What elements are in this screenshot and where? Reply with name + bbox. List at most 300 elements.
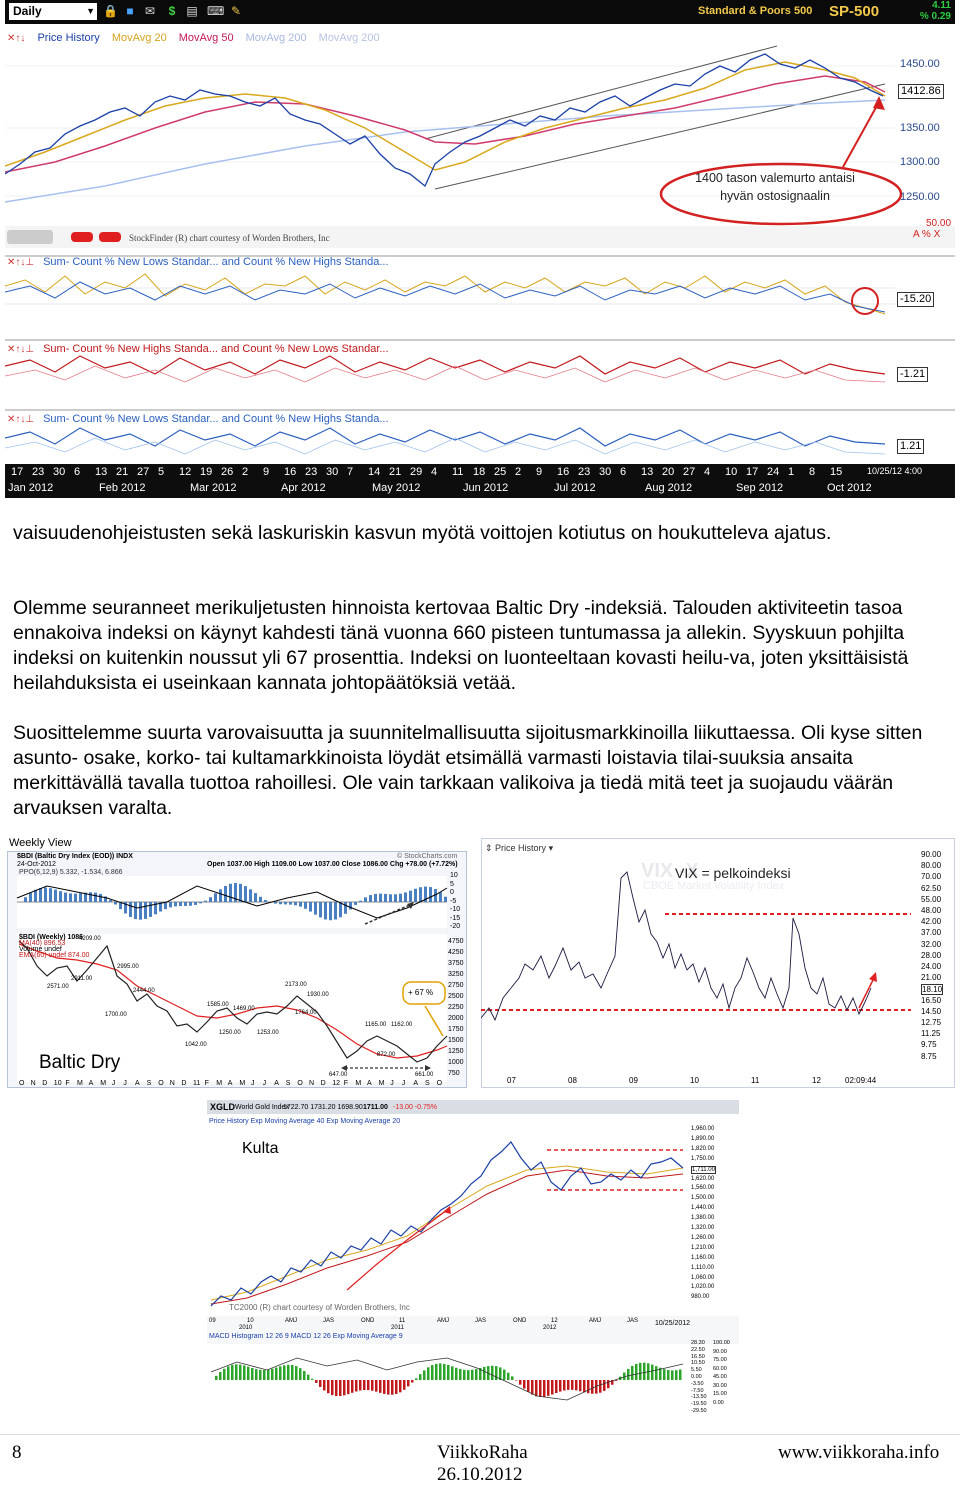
- gold-last: 1711.00: [363, 1104, 388, 1111]
- gold-macd-bar: [355, 1380, 358, 1391]
- macd-bar: [354, 902, 357, 905]
- macd-axis-tick: 0: [450, 889, 454, 896]
- vix-axis-tick: 8.75: [921, 1052, 937, 1061]
- gold-macd-bar: [371, 1380, 374, 1391]
- price-axis-tick: 4250: [448, 949, 464, 956]
- price-label: 1250.00: [219, 1030, 241, 1036]
- month-tick: Jan 2012: [8, 482, 53, 494]
- day-tick: 1: [788, 466, 794, 478]
- gold-x-tick: OND: [513, 1318, 526, 1324]
- pencil-icon[interactable]: ✎: [229, 5, 243, 18]
- x-tick: S: [147, 1080, 152, 1087]
- macd-bar: [29, 893, 32, 902]
- gold-macd-bar: [239, 1365, 242, 1380]
- vix-axis-tick: 12.75: [921, 1018, 941, 1027]
- x-tick: M: [379, 1080, 385, 1087]
- gold-axis-tick: 1,620.00: [691, 1176, 714, 1182]
- gold-macd-bar: [283, 1365, 286, 1380]
- month-tick: Aug 2012: [645, 482, 692, 494]
- day-tick: 14: [368, 466, 380, 478]
- gold-macd-bar: [471, 1370, 474, 1380]
- gold-macd-bar: [367, 1380, 370, 1390]
- vix-legend: ⇕ Price History ▾: [485, 843, 553, 854]
- baltic-svg: [7, 836, 467, 1088]
- gold-macd-tick: -3.50: [691, 1381, 704, 1387]
- price-label: 2444.00: [133, 988, 155, 994]
- gold-macd-bar: [643, 1363, 646, 1380]
- gold-macd-bar: [391, 1380, 394, 1395]
- price-label: 1165.00: [365, 1022, 386, 1028]
- x-tick: O: [19, 1080, 24, 1087]
- gold-macd-bar: [539, 1380, 542, 1397]
- gold-macd-bar: [447, 1365, 450, 1380]
- macd-bar: [54, 890, 57, 902]
- macd-bar: [184, 902, 187, 906]
- dollar-icon[interactable]: $: [165, 5, 179, 18]
- gold-macd-bar: [279, 1366, 282, 1380]
- pane1-value: -15.20: [897, 292, 934, 307]
- vix-title: VIX = pelkoindeksi: [675, 865, 791, 881]
- gold-macd-tick: 100.00: [713, 1340, 730, 1346]
- gold-macd-bar: [491, 1366, 494, 1380]
- price-label: 1930.00: [307, 992, 329, 998]
- x-tick: J: [251, 1080, 255, 1087]
- macd-bar: [329, 902, 332, 920]
- macd-bar: [179, 902, 182, 906]
- gold-macd-bar: [535, 1380, 538, 1396]
- macd-bar: [384, 894, 387, 902]
- gold-macd-bar: [427, 1367, 430, 1380]
- gold-macd-bar: [243, 1365, 246, 1380]
- day-tick: 26: [221, 466, 233, 478]
- gold-macd-bar: [251, 1368, 254, 1380]
- x-tick: J: [263, 1080, 267, 1087]
- day-tick: 20: [662, 466, 674, 478]
- pane3-value: 1.21: [897, 439, 924, 454]
- x-tick: N: [170, 1080, 175, 1087]
- month-tick: Feb 2012: [99, 482, 145, 494]
- gold-macd-tick: 90.00: [713, 1349, 727, 1355]
- price-label: 2173.00: [285, 982, 307, 988]
- gold-macd-bar: [395, 1380, 398, 1394]
- vix-watermark-sub: CBOE Market Volatility Index: [643, 880, 784, 892]
- gold-year-tick: 2012: [543, 1325, 556, 1331]
- gold-macd-bar: [475, 1369, 478, 1380]
- price-axis-tick: 1500: [448, 1037, 464, 1044]
- gold-macd-tick: 0.00: [713, 1400, 724, 1406]
- day-ticks: [5, 466, 955, 481]
- macd-axis-tick: 10: [450, 872, 458, 879]
- macd-bar: [379, 894, 382, 902]
- x-tick: A: [228, 1080, 233, 1087]
- x-tick: F: [65, 1080, 69, 1087]
- x-tick: J: [112, 1080, 116, 1087]
- gold-axis-tick: 1,320.00: [691, 1225, 714, 1231]
- gold-macd-bar: [287, 1365, 290, 1380]
- macd-bar: [219, 889, 222, 902]
- gold-macd-tick: -19.50: [691, 1401, 707, 1407]
- vix-axis-tick: 37.00: [921, 928, 941, 937]
- gold-axis-tick: 1,820.00: [691, 1146, 714, 1152]
- gold-axis-tick: 1,260.00: [691, 1235, 714, 1241]
- chart-annotation: 1400 tason valemurto antaisi hyvän ostosignaalin: [695, 169, 855, 205]
- gold-symbol: XGLD: [210, 1102, 235, 1112]
- pane1-legend: ✕↑↓⊥ Sum- Count % New Lows Standar... and Count % New Highs Standa...: [7, 256, 398, 268]
- month-tick: Jun 2012: [463, 482, 508, 494]
- day-tick: 4: [431, 466, 437, 478]
- keyboard-icon[interactable]: ⌨: [207, 5, 221, 18]
- macd-axis-tick: 5: [450, 881, 454, 888]
- gold-macd-bar: [231, 1365, 234, 1380]
- gold-macd-bar: [351, 1380, 354, 1393]
- gold-macd-bar: [531, 1380, 534, 1395]
- gold-axis-tick: 1,110.00: [691, 1265, 714, 1271]
- price-label: 1700.00: [105, 1012, 127, 1018]
- x-tick: M: [216, 1080, 222, 1087]
- day-tick: 21: [389, 466, 401, 478]
- gold-macd-bar: [387, 1380, 390, 1395]
- vix-axis-tick: 42.00: [921, 917, 941, 926]
- gold-macd-bar: [315, 1380, 318, 1383]
- index-change: 4.11 % 0.29: [911, 0, 951, 22]
- gold-macd-bar: [483, 1367, 486, 1380]
- gold-date: 10/25/2012: [655, 1320, 690, 1327]
- baltic-ema: EMA(60) undef 874.00: [19, 952, 89, 959]
- macd-bar: [109, 900, 112, 902]
- gold-macd-legend: MACD Histogram 12 26 9 MACD 12 26 Exp Moving Average 9: [209, 1333, 403, 1340]
- vix-x-tick: 07: [507, 1076, 516, 1085]
- x-tick: S: [425, 1080, 430, 1087]
- macd-bar: [404, 892, 407, 902]
- macd-bar: [289, 902, 292, 905]
- macd-bar: [334, 902, 337, 919]
- vix-axis-tick: 16.50: [921, 996, 941, 1005]
- month-tick: Jul 2012: [554, 482, 596, 494]
- vix-x-tick: 09: [629, 1076, 638, 1085]
- gold-macd-bar: [431, 1365, 434, 1380]
- month-ticks: [5, 482, 955, 497]
- gold-macd-bar: [335, 1380, 338, 1396]
- day-tick: 11: [452, 466, 463, 478]
- gold-axis-tick: 1,060.00: [691, 1275, 714, 1281]
- gold-macd-bar: [679, 1369, 682, 1380]
- macd-bar: [89, 892, 92, 902]
- x-tick: F: [344, 1080, 348, 1087]
- macd-bar: [59, 891, 62, 902]
- baltic-source: © StockCharts.com: [397, 853, 457, 860]
- mail-icon[interactable]: ✉: [143, 5, 157, 18]
- price-axis-tick: 2750: [448, 982, 464, 989]
- month-tick: Mar 2012: [190, 482, 236, 494]
- macd-bar: [49, 888, 52, 902]
- gold-macd-bar: [443, 1364, 446, 1380]
- gold-macd-bar: [451, 1366, 454, 1380]
- macd-bar: [399, 894, 402, 902]
- macd-bar: [229, 884, 232, 902]
- day-tick: 6: [620, 466, 626, 478]
- gold-macd-bar: [215, 1376, 218, 1380]
- macd-bar: [369, 895, 372, 902]
- macd-bar: [394, 894, 397, 902]
- vix-x-tick: 11: [751, 1076, 759, 1085]
- gold-name: World Gold Index: [235, 1104, 289, 1111]
- last-price-box: 1412.86: [898, 84, 944, 99]
- day-tick: 30: [599, 466, 611, 478]
- footer-site[interactable]: www.viikkoraha.info: [778, 1442, 939, 1464]
- day-tick: 18: [473, 466, 485, 478]
- macd-bar: [314, 902, 317, 915]
- gold-macd-bar: [343, 1380, 346, 1395]
- baltic-title: Baltic Dry: [39, 1052, 120, 1074]
- day-tick: 30: [53, 466, 65, 478]
- price-axis-tick: 3750: [448, 960, 464, 967]
- macd-bar: [409, 891, 412, 902]
- day-tick: 17: [11, 466, 23, 478]
- red-button-2[interactable]: [99, 232, 121, 242]
- day-tick: 10: [725, 466, 737, 478]
- gold-macd-bar: [667, 1370, 670, 1380]
- day-tick: 24: [767, 466, 779, 478]
- day-tick: 2: [242, 466, 248, 478]
- gold-axis-tick: 1,960.00: [691, 1126, 714, 1132]
- gold-macd-bar: [319, 1380, 322, 1387]
- day-tick: 9: [536, 466, 542, 478]
- pane2-value: -1.21: [897, 367, 928, 382]
- gold-macd-bar: [587, 1380, 590, 1393]
- gold-x-tick: 12: [551, 1318, 558, 1324]
- baltic-dry-chart: [7, 836, 467, 1088]
- gold-macd-bar: [227, 1366, 230, 1380]
- day-tick: 23: [578, 466, 590, 478]
- day-tick: 23: [305, 466, 317, 478]
- vix-axis-tick: 28.00: [921, 951, 941, 960]
- macd-bar: [69, 893, 72, 902]
- vix-x-tick: 12: [812, 1076, 821, 1085]
- macd-bar: [174, 902, 177, 906]
- day-tick: 27: [137, 466, 149, 478]
- gold-macd-bar: [375, 1380, 378, 1392]
- gold-macd-bar: [331, 1380, 334, 1395]
- gold-macd-tick: 0.00: [691, 1374, 702, 1380]
- day-tick: 5: [158, 466, 164, 478]
- macd-bar: [429, 887, 432, 902]
- gold-macd-bar: [415, 1378, 418, 1380]
- gold-macd-bar: [635, 1364, 638, 1380]
- macd-bar: [34, 890, 37, 902]
- price-axis-tick: 750: [448, 1070, 460, 1077]
- paragraph-1: vaisuudenohjeistusten sekä laskuriskin kasvun myötä voittojen kotiutus on houkutteleva ajatus.: [13, 521, 948, 546]
- gold-axis-tick: 1,210.00: [691, 1245, 714, 1251]
- gold-chart: [207, 1100, 739, 1416]
- macd-bar: [244, 886, 247, 902]
- vix-axis-tick: 21.00: [921, 973, 941, 982]
- macd-bar: [359, 901, 362, 902]
- gold-x-tick: AMJ: [589, 1318, 601, 1324]
- baltic-ma: MA(40) 896.53: [19, 940, 65, 947]
- price-axis-1350: 1350.00: [900, 122, 940, 134]
- day-tick: 16: [557, 466, 569, 478]
- day-tick: 16: [284, 466, 296, 478]
- x-tick: F: [205, 1080, 209, 1087]
- gold-macd-bar: [563, 1380, 566, 1390]
- macd-bar: [99, 894, 102, 902]
- gold-macd-bar: [555, 1380, 558, 1393]
- vix-axis-tick: 18.10: [921, 984, 943, 995]
- gold-macd-bar: [339, 1380, 342, 1396]
- gold-macd-tick: -29.50: [691, 1408, 707, 1414]
- price-label: 1585.00: [207, 1002, 229, 1008]
- macd-bar: [44, 888, 47, 902]
- save-icon[interactable]: ■: [123, 5, 137, 18]
- gold-macd-bar: [607, 1380, 610, 1388]
- vix-axis-tick: 90.00: [921, 850, 941, 859]
- x-tick: A: [135, 1080, 140, 1087]
- gold-title: Kulta: [242, 1140, 278, 1158]
- day-tick: 12: [179, 466, 191, 478]
- gold-macd-bar: [291, 1365, 294, 1380]
- vix-axis-tick: 9.75: [921, 1040, 937, 1049]
- macd-bar: [279, 902, 282, 904]
- scroll-handle[interactable]: [7, 230, 53, 244]
- gold-macd-bar: [547, 1380, 550, 1396]
- macd-bar: [414, 889, 417, 902]
- gold-macd-bar: [651, 1365, 654, 1380]
- gold-macd-bar: [271, 1369, 274, 1380]
- gold-macd-bar: [219, 1372, 222, 1380]
- macd-bar: [39, 888, 42, 902]
- lock-icon[interactable]: 🔒: [103, 5, 117, 18]
- gold-macd-bar: [423, 1370, 426, 1380]
- macd-bar: [169, 902, 172, 907]
- baltic-vol: Volume undef: [19, 946, 62, 953]
- gold-macd-bar: [671, 1370, 674, 1380]
- x-tick: D: [181, 1080, 186, 1087]
- x-tick: J: [390, 1080, 394, 1087]
- gold-macd-bar: [503, 1370, 506, 1380]
- price-label: 872.00: [377, 1052, 395, 1058]
- gold-macd-tick: 22.50: [691, 1347, 705, 1353]
- macd-bar: [64, 893, 67, 902]
- gold-macd-bar: [247, 1367, 250, 1380]
- interval-select[interactable]: Daily ▼: [9, 3, 97, 20]
- gold-macd-bar: [599, 1380, 602, 1393]
- gold-macd-bar: [551, 1380, 554, 1395]
- gold-x-tick: 11: [399, 1318, 405, 1324]
- day-tick: 13: [641, 466, 653, 478]
- vix-watermark: VIX -X: [641, 860, 699, 883]
- gold-macd-bar: [631, 1366, 634, 1380]
- chart-toolbar: [5, 0, 955, 24]
- gold-macd-bar: [295, 1366, 298, 1380]
- macd-bar: [374, 894, 377, 902]
- x-tick: M: [100, 1080, 106, 1087]
- macd-bar: [149, 902, 152, 917]
- gold-x-tick: 10: [247, 1318, 254, 1324]
- vix-axis-tick: 62.50: [921, 884, 941, 893]
- gold-macd-bar: [435, 1364, 438, 1380]
- price-label: 1042.00: [185, 1042, 207, 1048]
- macd-bar: [249, 889, 252, 902]
- gold-macd-bar: [543, 1380, 546, 1397]
- print-icon[interactable]: ▤: [185, 5, 199, 18]
- gold-macd-bar: [579, 1380, 582, 1391]
- gold-macd-bar: [459, 1369, 462, 1380]
- x-tick: O: [158, 1080, 163, 1087]
- gold-macd-bar: [511, 1376, 514, 1380]
- gold-macd-tick: 30.00: [713, 1383, 727, 1389]
- day-tick: 6: [74, 466, 80, 478]
- chart-credit: StockFinder (R) chart courtesy of Worden Brothers, Inc: [129, 233, 330, 243]
- macd-axis-tick: -5: [450, 898, 456, 905]
- macd-bar: [284, 902, 287, 904]
- price-legend: ✕↑↓ Price History MovAvg 20 MovAvg 50 MovAvg 200 MovAvg 200: [7, 32, 389, 44]
- gold-macd-bar: [263, 1370, 266, 1380]
- gold-x-tick: JAS: [627, 1318, 638, 1324]
- gold-macd-tick: 15.00: [713, 1391, 727, 1397]
- page-number: 8: [12, 1442, 22, 1464]
- price-axis-tick: 2500: [448, 993, 464, 1000]
- x-tick: D: [321, 1080, 326, 1087]
- macd-bar: [339, 902, 342, 917]
- gold-macd-bar: [507, 1373, 510, 1380]
- macd-bar: [364, 897, 367, 902]
- day-tick: 2: [515, 466, 521, 478]
- baltic-ohlc: Open 1037.00 High 1109.00 Low 1037.00 Close 1086.00 Chg +78.00 (+7.72%): [207, 861, 458, 868]
- gold-macd-bar: [379, 1380, 382, 1393]
- day-tick: 23: [32, 466, 44, 478]
- gold-macd-bar: [223, 1369, 226, 1380]
- macd-bar: [259, 897, 262, 902]
- price-axis-tick: 1750: [448, 1026, 464, 1033]
- gold-svg: [207, 1100, 739, 1416]
- price-axis-1250: 1250.00: [900, 191, 940, 203]
- macd-bar: [94, 893, 97, 902]
- month-tick: May 2012: [372, 482, 420, 494]
- gold-macd-bar: [235, 1364, 238, 1380]
- gold-macd-bar: [527, 1380, 530, 1392]
- macd-bar: [264, 900, 267, 902]
- gold-axis-tick: 1,160.00: [691, 1255, 714, 1261]
- x-tick: J: [402, 1080, 406, 1087]
- day-tick: 7: [347, 466, 353, 478]
- x-tick: M: [355, 1080, 361, 1087]
- price-axis-1300: 1300.00: [900, 156, 940, 168]
- x-tick: N: [31, 1080, 36, 1087]
- date-axis: [5, 464, 955, 498]
- macd-bar: [444, 897, 447, 902]
- x-tick: A: [413, 1080, 418, 1087]
- x-tick: A: [274, 1080, 279, 1087]
- price-label: 661.00: [415, 1072, 433, 1078]
- month-tick: Oct 2012: [827, 482, 872, 494]
- macd-bar: [189, 902, 192, 906]
- gold-axis-tick: 1,711.00: [691, 1166, 716, 1174]
- vix-axis-tick: 24.00: [921, 962, 941, 971]
- macd-bar: [199, 902, 202, 903]
- macd-bar: [324, 902, 327, 919]
- red-button-1[interactable]: [71, 232, 93, 242]
- price-label: 1469.00: [233, 1006, 255, 1012]
- close-icon[interactable]: ✕↑↓: [7, 33, 25, 44]
- footer-publication: ViikkoRaha 26.10.2012: [437, 1442, 528, 1486]
- pane-flags: A % X: [913, 229, 940, 240]
- macd-bar: [319, 902, 322, 917]
- macd-bar: [114, 902, 117, 904]
- macd-bar: [439, 892, 442, 902]
- day-tick: 15: [830, 466, 842, 478]
- macd-bar: [204, 901, 207, 902]
- price-axis-tick: 1000: [448, 1059, 464, 1066]
